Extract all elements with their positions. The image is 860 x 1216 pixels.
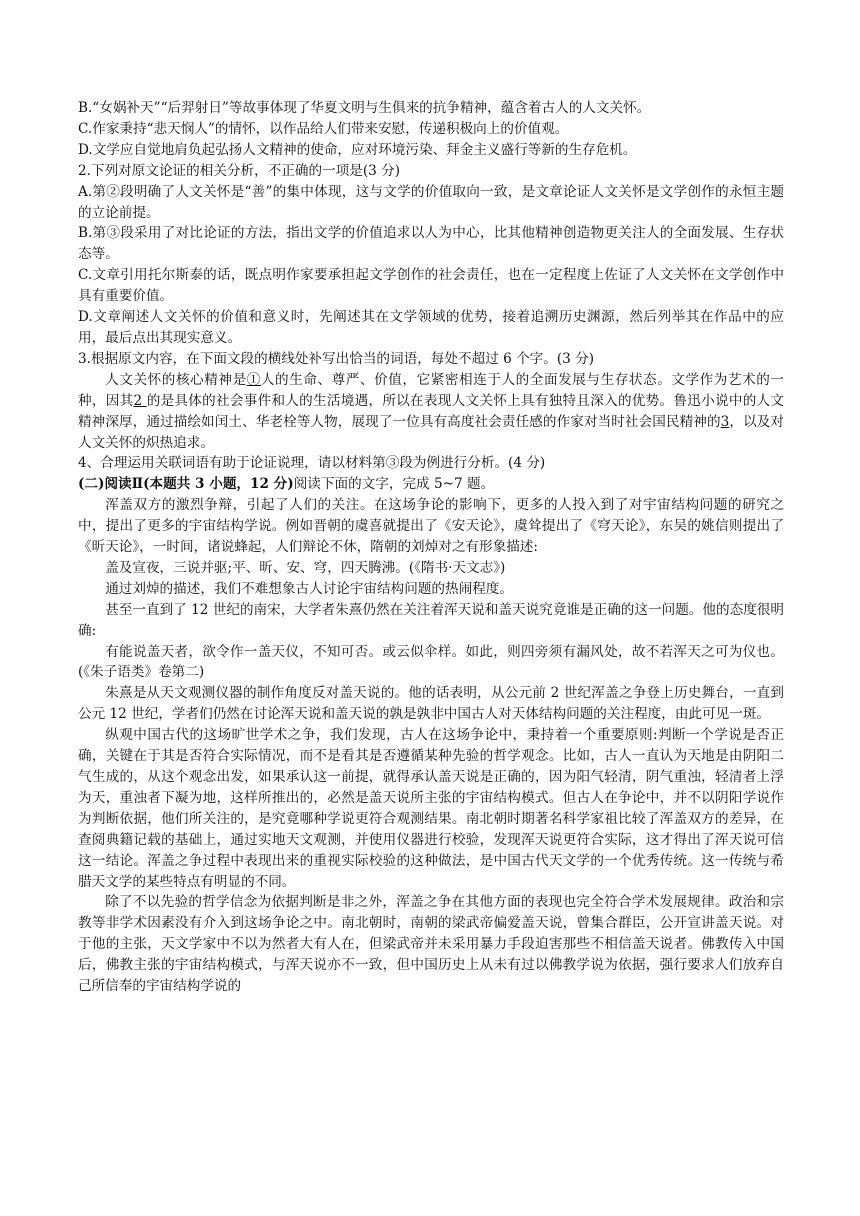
q2-stem: 2.下列对原文论证的相关分析，不正确的一项是(3 分) — [78, 162, 401, 179]
paragraph-4: 朱熹是从天文观测仪器的制作角度反对盖天说的。他的话表明，从公元前 2 世纪浑盖之争登上历史舞台，一直到公元 12 世纪，学者们仍然在讨论浑天说和盖天说的孰是孰非中国古人对天体结构问题的关注程度，由此可见一斑。 — [78, 685, 784, 723]
blank-1: ① — [246, 371, 261, 388]
q3-text-1: 人文关怀的核心精神是 — [105, 371, 247, 388]
exam-page — [78, 98, 784, 997]
blank-2: 2 — [133, 392, 147, 409]
paragraph-3: 甚至一直到了 12 世纪的南宋，大学者朱熹仍然在关注着浑天说和盖天说究竟谁是正确的这一问题。他的态度很明确: — [78, 601, 784, 639]
q1-option-b: B.“女娲补天”“后羿射日”等故事体现了华夏文明与生俱来的抗争精神，蕴含着古人的人文关怀。 — [78, 100, 651, 116]
q3-text-2: 人的生命、尊严、价值，它紧密相连于人的全面发展与生存状态。文学作为艺术的一种，因其 — [78, 371, 785, 409]
section-2-header — [78, 474, 784, 495]
section-2-instruction: 阅读下面的文字，完成 5~7 题。 — [293, 476, 495, 493]
paragraph-1: 浑盖双方的激烈争辩，引起了人们的关注。在这场争论的影响下，更多的人投入到了对宇宙结构问题的研究之中，提出了更多的宇宙结构学说。例如晋朝的虞喜就提出了《安天论》，虞耸提出了《穹天论》，东吴的姚信则提出了《昕天论》，一时间，诸说蜂起，人们辩论不休，隋朝的刘焯对之有形象描述: — [78, 497, 784, 556]
section-2-heading: (二)阅读Ⅱ(本题共 3 小题，12 分) — [78, 476, 294, 493]
q3-passage — [78, 370, 784, 454]
q1-option-c: C.作家秉持“悲天悯人”的情怀，以作品给人们带来安慰，传递积极向上的价值观。 — [78, 120, 569, 137]
paragraph-6: 除了不以先验的哲学信念为依据判断是非之外，浑盖之争在其他方面的表现也完全符合学术发展规律。政治和宗教等非学术因素没有介入到这场争论之中。南北朝时，南朝的梁武帝偏爱盖天说，曾集合群臣，公开宣讲盖天说。对于他的主张，天文学家中不以为然者大有人在，但梁武帝并未采用暴力手段迫害那些不相信盖天说者。佛教传入中国后，佛教主张的宇宙结构模式，与浑天说亦不一致，但中国历史上从未有过以佛教学说为依据，强行要求人们放弃自己所信奉的宇宙结构学说的 — [78, 894, 784, 995]
q2-option-c: C.文章引用托尔斯泰的话，既点明作家要承担起文学创作的社会责任，也在一定程度上佐证了人文关怀在文学创作中具有重要价值。 — [78, 267, 784, 305]
quote-sui-shu: 盖及宣夜，三说并驱;平、昕、安、穹，四天腾沸。(《隋书·天文志》) — [105, 559, 506, 576]
q3-text-4: ，以及对人文关怀的炽热追求。 — [78, 413, 785, 451]
blank-3: 3 — [720, 413, 730, 430]
q4-stem: 4、合理运用关联词语有助于论证说理，请以材料第③段为例进行分析。(4 分) — [78, 455, 546, 472]
q2-option-d: D.文章阐述人文关怀的价值和意义时，先阐述其在文学领域的优势，接着追溯历史渊源，然后列举其在作品中的应用，最后点出其现实意义。 — [78, 309, 784, 346]
q3-text-3: 的是具体的社会事件和人的生活境遇，所以在表现人文关怀上具有独特且深入的优势。鲁迅小说中的人文精神深厚，通过描绘如闰土、华老栓等人物，展现了一位具有高度社会责任感的作家对当时社会国民精神的 — [78, 392, 785, 430]
q3-stem: 3.根据原文内容，在下面文段的横线处补写出恰当的词语，每处不超过 6 个字。(3 分) — [78, 350, 595, 367]
q2-option-b: B.第③段采用了对比论证的方法，指出文学的价值追求以人为中心，比其他精神创造物更关注人的全面发展、生存状态等。 — [78, 225, 784, 263]
q1-option-d: D.文学应自觉地肩负起弘扬人文精神的使命，应对环境污染、拜金主义盛行等新的生存危机。 — [78, 141, 637, 158]
q2-option-a: A.第②段明确了人文关怀是“善”的集中体现，这与文学的价值取向一致，是文章论证人文关怀是文学创作的永恒主题的立论前提。 — [78, 183, 784, 221]
paragraph-5: 纵观中国古代的这场旷世学术之争，我们发现，古人在这场争论中，秉持着一个重要原则:判断一个学说是否正确，关键在于其是否符合实际情况，而不是看其是否遵循某种先验的哲学观念。比如，古人一直认为天地是由阴阳二气生成的，从这个观念出发，如果承认这一前提，就得承认盖天说是正确的，因为阳气轻清，阴气重浊，轻清者上浮为天，重浊者下凝为地，这样所推出的，必然是盖天说所主张的宇宙结构模式。但古人在争论中，并不以阴阳学说作为判断依据，他们所关注的，是究竟哪种学说更符合观测结果。南北朝时期著名科学家祖比较了浑盖双方的差异，在查阅典籍记载的基础上，通过实地天文观测，并使用仪器进行校验，发现浑天说更符合实际，这才得出了浑天说可信这一结论。浑盖之争过程中表现出来的重视实际校验的这种做法，是中国古代天文学的一个优秀传统。这一传统与希腊天文学的某些特点有明显的不同。 — [78, 727, 784, 890]
quote-zhuzi-yulei: 有能说盖天者，欲令作一盖天仪，不知可否。或云似伞样。如此，则四旁须有漏风处，故不若浑天之可为仪也。(《朱子语类》卷第二) — [78, 643, 784, 681]
paragraph-2: 通过刘焯的描述，我们不难想象古人讨论宇宙结构问题的热闹程度。 — [105, 580, 513, 597]
